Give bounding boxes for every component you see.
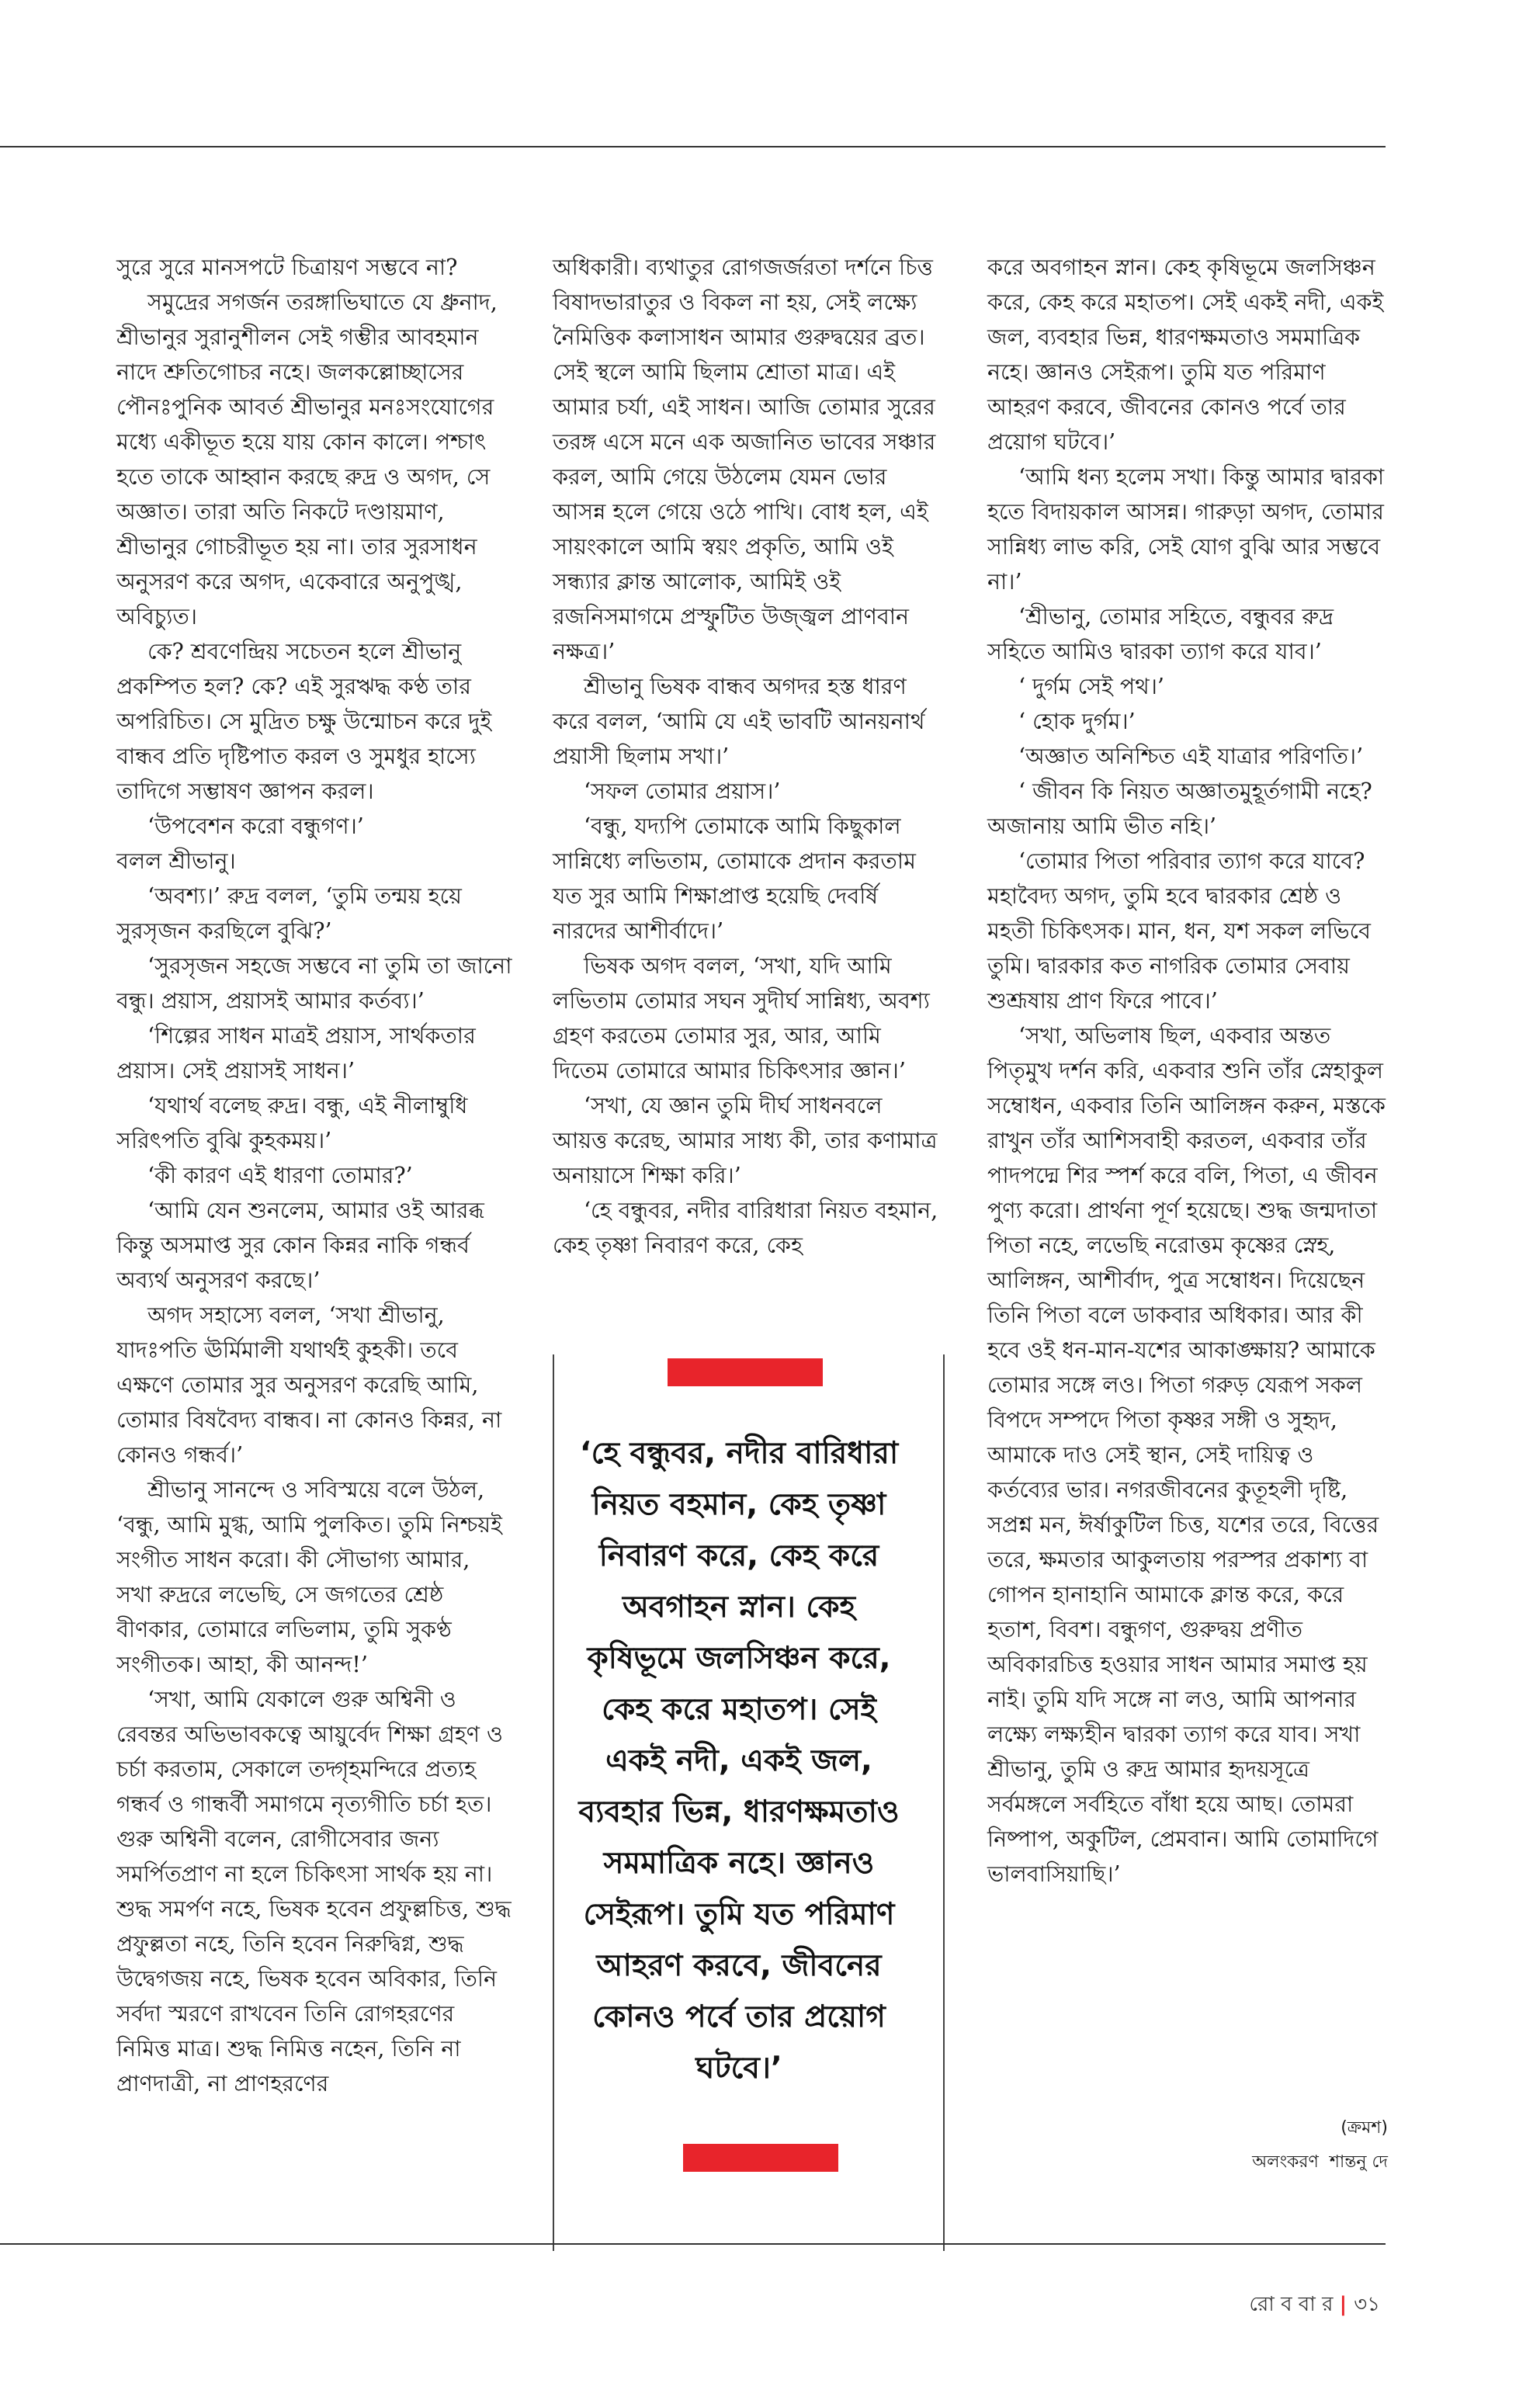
illustration-credit: অলংকরণ শান্তনু দে: [1252, 2152, 1388, 2172]
pull-quote-bottom-bar: [683, 2144, 838, 2172]
paragraph: ‘আমি যেন শুনলেম, আমার ওই আরব্ধ কিন্তু অসমাপ্ত সুর কোন কিন্নর নাকি গন্ধর্ব অব্যর্থ অনুসরণ করছে।’: [116, 1198, 484, 1293]
magazine-name: রো ব বা র: [1249, 2293, 1334, 2316]
pull-quote: ‘হে বন্ধুবর, নদীর বারিধারা নিয়ত বহমান, কেহ তৃষ্ণা নিবারণ করে, কেহ করে অবগাহন স্নান। কেহ কৃষিভূমে জলসিঞ্চন করে, কেহ করে মহাতপ। সেই একই নদী, একই জল, ব্যবহার ভিন্ন, ধারণক্ষমতাও সমমাত্রিক নহে। জ্ঞানও সেইরূপ। তুমি যত পরিমাণ আহরণ করবে, জীবনের কোনও পর্বে তার প্রয়োগ ঘটবে।’: [578, 1436, 900, 2086]
paragraph: ‘ হোক দুর্গম।’: [1018, 709, 1136, 734]
paragraph: ‘তোমার পিতা পরিবার ত্যাগ করে যাবে? মহাবৈদ্য অগদ, তুমি হবে দ্বারকার শ্রেষ্ঠ ও মহতী চিকিৎসক। মান, ধন, যশ সকল লভিবে তুমি। দ্বারকার কত নাগরিক তোমার সেবায় শুশ্রূষায় প্রাণ ফিরে পাবে।’: [987, 848, 1371, 1014]
paragraph: শ্রীভানু ভিষক বান্ধব অগদর হস্ত ধারণ করে বলল, ‘আমি যে এই ভাবটি আনয়নার্থ প্রয়াসী ছিলাম সখা।’: [553, 674, 925, 769]
pull-quote-top-bar: [668, 1358, 823, 1386]
paragraph: ‘সখা, আমি যেকালে গুরু অশ্বিনী ও রেবন্তর অভিভাবকত্বে আয়ুর্বেদ শিক্ষা গ্রহণ ও চর্চা করতাম, সেকালে তদ্গৃহমন্দিরে প্রত্যহ গন্ধর্ব ও গান্ধর্বী সমাগমে নৃত্যগীতি চর্চা হত। গুরু অশ্বিনী বলেন, রোগীসেবার জন্য সমর্পিতপ্রাণ না হলে চিকিৎসা সার্থক হয় না। শুদ্ধ সমর্পণ নহে, ভিষক হবেন প্রফুল্লচিত্ত, শুদ্ধ প্রফুল্লতা নহে, তিনি হবেন নিরুদ্বিগ্ন, শুদ্ধ উদ্বেগজয় নহে, ভিষক হবেন অবিকার, তিনি সর্বদা স্মরণে রাখবেন তিনি রোগহরণের নিমিত্ত মাত্র। শুদ্ধ নিমিত্ত নহেন, তিনি না প্রাণদাত্রী, না প্রাণহরণের: [116, 1687, 512, 2096]
page-footer: [1249, 2288, 1380, 2322]
paragraph: ‘সখা, অভিলাষ ছিল, একবার অন্তত পিতৃমুখ দর্শন করি, একবার শুনি তাঁর স্নেহাকুল সম্বোধন, একবার তিনি আলিঙ্গন করুন, মস্তকে রাখুন তাঁর আশিসবাহী করতল, একবার তাঁর পাদপদ্মে শির স্পর্শ করে বলি, পিতা, এ জীবন পুণ্য করো। প্রার্থনা পূর্ণ হয়েছে। শুদ্ধ জন্মদাতা পিতা নহে, লভেছি নরোত্তম কৃষ্ণের স্নেহ, আলিঙ্গন, আশীর্বাদ, পুত্র সম্বোধন। দিয়েছেন তিনি পিতা বলে ডাকবার অধিকার। আর কী হবে ওই ধন-মান-যশের আকাঙ্ক্ষায়? আমাকে তোমার সঙ্গে লও। পিতা গরুড় যেরূপ সকল বিপদে সম্পদে পিতা কৃষ্ণর সঙ্গী ও সুহৃদ, আমাকে দাও সেই স্থান, সেই দায়িত্ব ও কর্তব্যের ভার। নগরজীবনের কুতূহলী দৃষ্টি, সপ্রশ্ন মন, ঈর্ষাকুটিল চিত্ত, যশের তরে, বিত্তের তরে, ক্ষমতার আকুলতায় পরস্পর প্রকাশ্য বা গোপন হানাহানি আমাকে ক্লান্ত করে, করে হতাশ, বিবশ। বন্ধুগণ, গুরুদ্বয় প্রণীত অবিকারচিত্ত হওয়ার সাধন আমার সমাপ্ত হয় নাই। তুমি যদি সঙ্গে না লও, আমি আপনার লক্ষ্যে লক্ষ্যহীন দ্বারকা ত্যাগ করে যাব। সখা শ্রীভানু, তুমি ও রুদ্র আমার হৃদয়সূত্রে সর্বমঙ্গলে সর্বহিতে বাঁধা হয়ে আছ। তোমরা নিষ্পাপ, অকুটিল, প্রেমবান। আমি তোমাদিগে ভালবাসিয়াছি।’: [987, 1023, 1386, 1887]
column-divider-left: [553, 1354, 554, 2251]
paragraph: অগদ সহাস্যে বলল, ‘সখা শ্রীভানু, যাদঃপতি ঊর্মিমালী যথার্থই কুহকী। তবে এক্ষণে তোমার সুর অনুসরণ করেছি আমি, তোমার বিষবৈদ্য বান্ধব। না কোনও কিন্নর, না কোনও গন্ধর্ব।’: [116, 1302, 502, 1468]
paragraph: ‘কী কারণ এই ধারণা তোমার?’: [147, 1163, 413, 1188]
paragraph: ‘শিল্পের সাধন মাত্রই প্রয়াস, সার্থকতার প্রয়াস। সেই প্রয়াসই সাধন।’: [116, 1023, 476, 1084]
paragraph: ‘আমি ধন্য হলেম সখা। কিন্তু আমার দ্বারকা হতে বিদায়কাল আসন্ন। গারুড়া অগদ, তোমার সান্নিধ্য লাভ করি, সেই যোগ বুঝি আর সম্ভবে না।’: [987, 464, 1385, 595]
paragraph: ‘সফল তোমার প্রয়াস।’: [584, 779, 781, 804]
paragraph: ‘হে বন্ধুবর, নদীর বারিধারা নিয়ত বহমান, কেহ তৃষ্ণা নিবারণ করে, কেহ: [553, 1198, 938, 1258]
paragraph: অধিকারী। ব্যথাতুর রোগজর্জরতা দর্শনে চিত্ত বিষাদভারাতুর ও বিকল না হয়, সেই লক্ষ্যে নৈমিত্তিক কলাসাধন আমার গুরুদ্বয়ের ব্রত। সেই স্থলে আমি ছিলাম শ্রোতা মাত্র। এই আমার চর্যা, এই সাধন। আজি তোমার সুরের তরঙ্গ এসে মনে এক অজানিত ভাবের সঞ্চার করল, আমি গেয়ে উঠলেম যেমন ভোর আসন্ন হলে গেয়ে ওঠে পাখি। বোধ হল, এই সায়ংকালে আমি স্বয়ং প্রকৃতি, আমি ওই সন্ধ্যার ক্লান্ত আলোক, আমিই ওই রজনিসমাগমে প্রস্ফুটিত উজ্জ্বল প্রাণবান নক্ষত্র।’: [553, 255, 936, 664]
paragraph: কে? শ্রবণেন্দ্রিয় সচেতন হলে শ্রীভানু প্রকম্পিত হল? কে? এই সুরঋদ্ধ কণ্ঠ তার অপরিচিত। সে মুদ্রিত চক্ষু উন্মোচন করে দুই বান্ধব প্রতি দৃষ্টিপাত করল ও সুমধুর হাস্যে তাদিগে সম্ভাষণ জ্ঞাপন করল।: [116, 639, 492, 804]
paragraph: ‘ দুর্গম সেই পথ।’: [1018, 674, 1164, 699]
article-column-1: [116, 250, 512, 2101]
article-column-3: [987, 250, 1387, 1892]
paragraph: বলল শ্রীভানু।: [116, 848, 236, 874]
paragraph: ‘ জীবন কি নিয়ত অজ্ঞাতমুহূর্তগামী নহে? অজানায় আমি ভীত নহি।’: [987, 779, 1372, 839]
paragraph: ‘অবশ্য।’ রুদ্র বলল, ‘তুমি তন্ময় হয়ে সুরসৃজন করছিলে বুঝি?’: [116, 883, 462, 944]
paragraph: ‘অজ্ঞাত অনিশ্চিত এই যাত্রার পরিণতি।’: [1018, 744, 1364, 769]
paragraph: ‘শ্রীভানু, তোমার সহিতে, বন্ধুবর রুদ্র সহিতে আমিও দ্বারকা ত্যাগ করে যাব।’: [987, 604, 1334, 664]
paragraph: ‘সুরসৃজন সহজে সম্ভবে না তুমি তা জানো বন্ধু। প্রয়াস, প্রয়াসই আমার কর্তব্য।’: [116, 953, 512, 1014]
paragraph: ‘যথার্থ বলেছ রুদ্র। বন্ধু, এই নীলাম্বুধি সরিৎপতি বুঝি কুহকময়।’: [116, 1093, 468, 1153]
top-rule: [0, 146, 1386, 147]
paragraph: ভিষক অগদ বলল, ‘সখা, যদি আমি লভিতাম তোমার সঘন সুদীর্ঘ সান্নিধ্য, অবশ্য গ্রহণ করতেম তোমার সুর, আর, আমি দিতেম তোমারে আমার চিকিৎসার জ্ঞান।’: [553, 953, 930, 1084]
paragraph: শ্রীভানু সানন্দে ও সবিস্ময়ে বলে উঠল, ‘বন্ধু, আমি মুগ্ধ, আমি পুলকিত। তুমি নিশ্চয়ই সংগীত সাধন করো। কী সৌভাগ্য আমার, সখা রুদ্ররে লভেছি, সে জগতের শ্রেষ্ঠ বীণকার, তোমারে লভিলাম, তুমি সুকণ্ঠ সংগীতক। আহা, কী আনন্দ!’: [116, 1477, 502, 1677]
paragraph: ‘বন্ধু, যদ্যপি তোমাকে আমি কিছুকাল সান্নিধ্যে লভিতাম, তোমাকে প্রদান করতাম যত সুর আমি শিক্ষাপ্রাপ্ত হয়েছি দেবর্ষি নারদের আশীর্বাদে।’: [553, 813, 916, 944]
paragraph: সমুদ্রের সগর্জন তরঙ্গাভিঘাতে যে ধ্রুনাদ, শ্রীভানুর সুরানুশীলন সেই গম্ভীর আবহমান নাদে শ্রুতিগোচর নহে। জলকল্লোচ্ছাসের পৌনঃপুনিক আবর্ত শ্রীভানুর মনঃসংযোগের মধ্যে একীভূত হয়ে যায় কোন কালে। পশ্চাৎ হতে তাকে আহ্বান করছে রুদ্র ও অগদ, সে অজ্ঞাত। তারা অতি নিকটে দণ্ডায়মাণ, শ্রীভানুর গোচরীভূত হয় না। তার সুরসাধন অনুসরণ করে অগদ, একেবারে অনুপুঙ্খ, অবিচ্যুত।: [116, 290, 498, 629]
paragraph: ‘উপবেশন করো বন্ধুগণ।’: [147, 813, 364, 839]
paragraph: করে অবগাহন স্নান। কেহ কৃষিভূমে জলসিঞ্চন করে, কেহ করে মহাতপ। সেই একই নদী, একই জল, ব্যবহার ভিন্ন, ধারণক্ষমতাও সমমাত্রিক নহে। জ্ঞানও সেইরূপ। তুমি যত পরিমাণ আহরণ করবে, জীবনের কোনও পর্বে তার প্রয়োগ ঘটবে।’: [987, 255, 1384, 455]
paragraph: ‘সখা, যে জ্ঞান তুমি দীর্ঘ সাধনবলে আয়ত্ত করেছ, আমার সাধ্য কী, তার কণামাত্র অনায়াসে শিক্ষা করি।’: [553, 1093, 938, 1188]
continued-marker: (ক্রমশ): [1341, 2118, 1388, 2138]
page-number: ৩১: [1354, 2293, 1380, 2316]
bottom-rule: [0, 2243, 1386, 2245]
article-column-2: [553, 250, 941, 1263]
footer-separator: |: [1339, 2293, 1354, 2316]
paragraph: সুরে সুরে মানসপটে চিত্রায়ণ সম্ভবে না?: [116, 255, 458, 280]
column-divider-right: [943, 1354, 945, 2251]
